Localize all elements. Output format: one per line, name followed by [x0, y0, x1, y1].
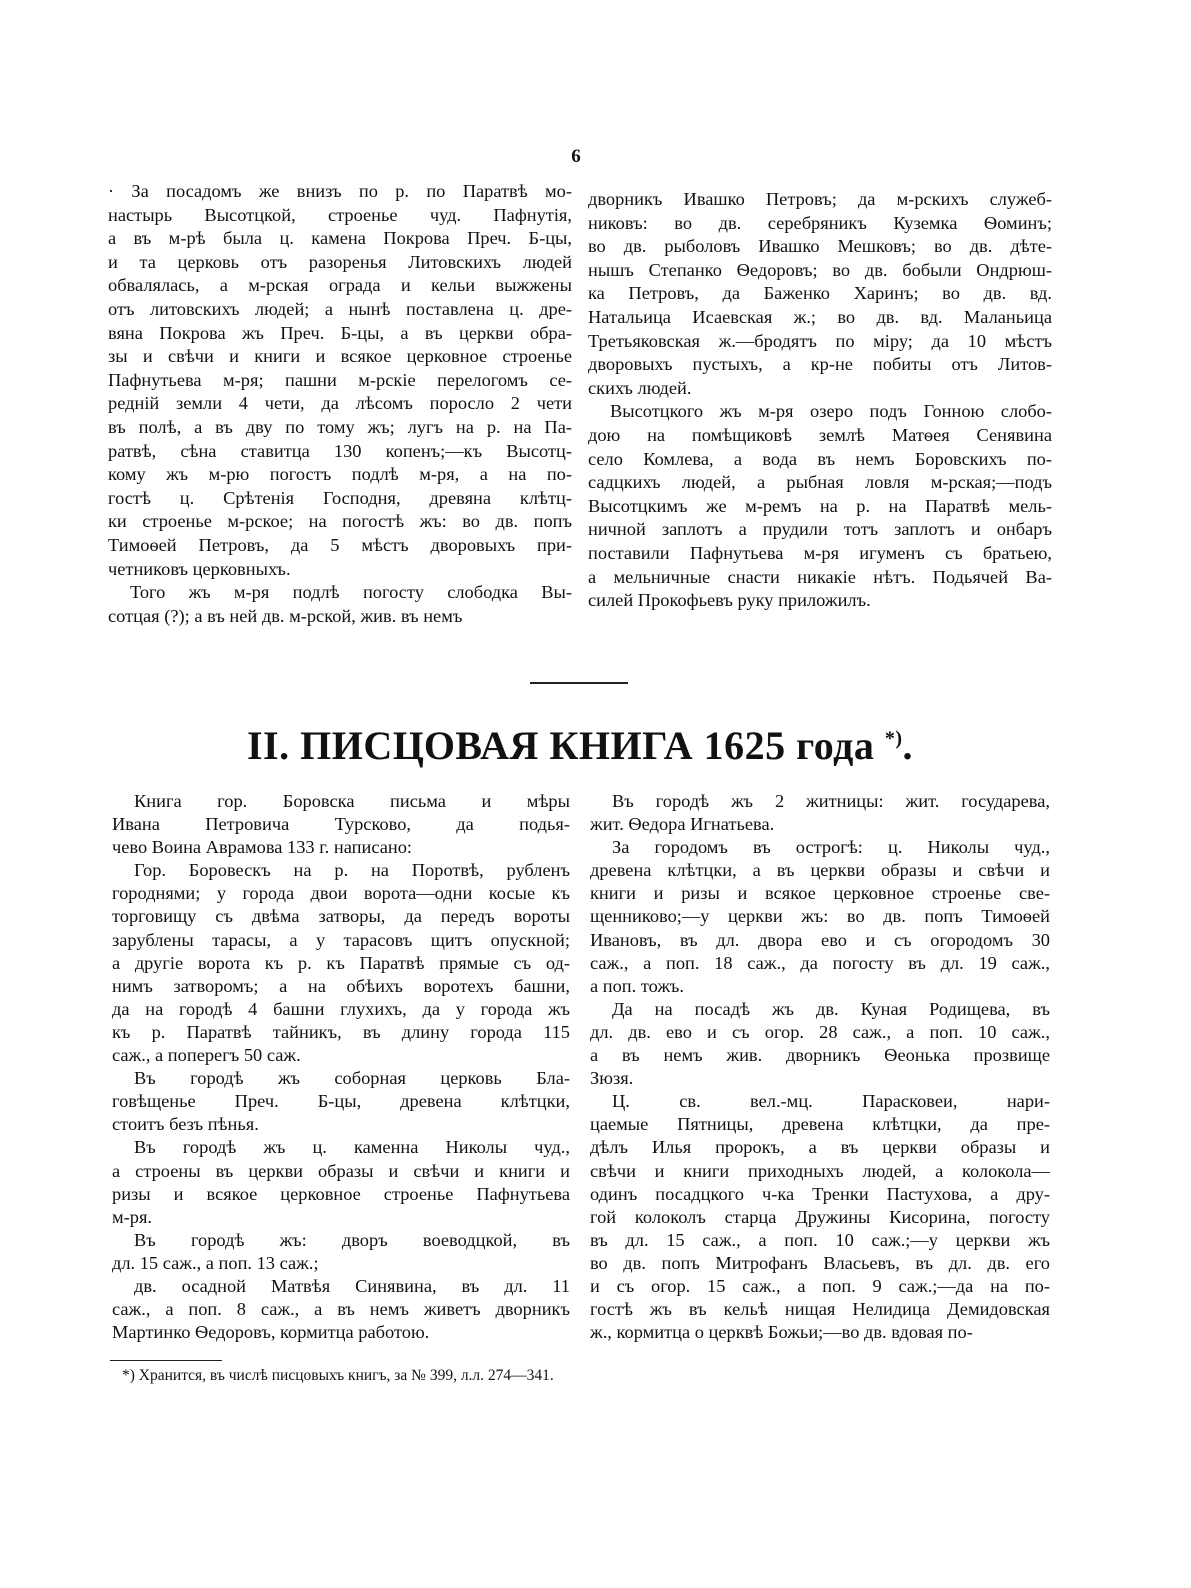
- text-line: четниковъ церковныхъ.: [108, 558, 291, 579]
- text-line: во дв. рыболовъ Ивашко Мешковъ; во дв. дѣте-: [588, 236, 1052, 257]
- text-line: ризы и всякое церковное строенье Пафнутьева: [112, 1183, 570, 1204]
- paragraph: [112, 1136, 570, 1228]
- paragraph: [588, 400, 1052, 612]
- text-line: нимъ затворомъ; а на обѣихъ воротехъ башни,: [112, 975, 570, 996]
- text-line: Тимоѳей Петровъ, да 5 мѣстъ дворовыхъ при-: [108, 534, 572, 555]
- text-line: Ивановъ, въ дл. двора ево и съ огородомъ 30: [590, 929, 1050, 950]
- text-line: силей Прокофьевъ руку приложилъ.: [588, 590, 871, 611]
- text-line: саж., а поп. 18 саж., да погосту въ дл. 19 саж.,: [590, 952, 1050, 973]
- paragraph: [590, 1090, 1050, 1344]
- text-line: а другіе ворота къ р. къ Паратвѣ прямые съ од-: [112, 952, 570, 973]
- text-line: Третьяковская ж.—бродятъ по міру; да 10 мѣстъ: [588, 330, 1052, 351]
- text-line: цаемые Пятницы, древена клѣтцки, да пре-: [590, 1114, 1050, 1135]
- text-line: · За посадомъ же внизъ по р. по Паратвѣ мо-: [108, 181, 572, 201]
- text-line: Въ городѣ жъ соборная церковь Бла-: [134, 1068, 570, 1089]
- text-line: стоитъ безъ пѣнья.: [112, 1114, 259, 1135]
- text-line: Мартинко Ѳедоровъ, кормитца работою.: [112, 1322, 430, 1343]
- text-line: Высотцкого жъ м-ря озеро подъ Гонною слобо-: [610, 401, 1052, 422]
- text-line: настырь Высотцкой, строенье чуд. Пафнутія,: [108, 204, 572, 225]
- text-line: м-ря.: [112, 1206, 153, 1227]
- footnote: *) Хранится, въ числѣ писцовыхъ книгъ, за № 399, л.л. 274—341.: [122, 1367, 554, 1384]
- text-line: ж., кормитца о церквѣ Божьи;—во дв. вдовая по-: [590, 1322, 973, 1343]
- text-line: дл. 15 саж., а поп. 13 саж.;: [112, 1252, 319, 1273]
- section-heading: [160, 722, 1000, 769]
- paragraph: [112, 859, 570, 1067]
- text-line: чево Воина Аврамова 133 г. написано:: [112, 837, 413, 858]
- section-heading-text: II. ПИСЦОВАЯ КНИГА 1625 года: [246, 723, 875, 768]
- text-line: Книга гор. Боровска письма и мѣры: [134, 791, 570, 811]
- text-line: садцкихъ людей, а рыбная ловля м-рская;—подъ: [588, 472, 1052, 493]
- text-line: ратвѣ, сѣна ставитца 130 копенъ;—къ Высотц-: [108, 440, 572, 461]
- text-line: дворовыхъ пустыхъ, а кр-не побиты отъ Литов-: [588, 354, 1052, 375]
- text-line: во дв. попъ Митрофанъ Власьевъ, въ дл. дв. его: [590, 1252, 1050, 1273]
- paragraph: [112, 1067, 570, 1136]
- paragraph: [590, 836, 1050, 998]
- bottom-left-column: [112, 790, 570, 1344]
- text-line: никовъ: во дв. серебряникъ Куземка Ѳоминъ;: [588, 212, 1052, 233]
- text-line: ка Петровъ, да Баженко Харинъ; во дв. вд.: [588, 283, 1052, 304]
- text-line: древена клѣтцки, а въ церкви образы и свѣчи и: [590, 860, 1050, 881]
- bottom-right-column: [590, 790, 1050, 1344]
- text-line: нышъ Степанко Ѳедоровъ; во дв. бобыли Ондрюш-: [588, 259, 1052, 280]
- text-line: Натальица Исаевская ж.; во дв. вд. Маланьица: [588, 306, 1052, 327]
- paragraph: [590, 790, 1050, 836]
- text-line: Пафнутьева м-ря; пашни м-рскіе перелогомъ се-: [108, 369, 572, 390]
- text-line: Ц. св. вел.-мц. Парасковеи, нари-: [612, 1091, 1050, 1112]
- text-line: гостѣ жъ въ кельѣ нищая Нелидица Демидовская: [590, 1299, 1050, 1320]
- text-line: гой колоколъ старца Дружины Кисорина, погосту: [590, 1206, 1050, 1227]
- text-line: а въ немъ жив. дворникъ Ѳеонька прозвище: [590, 1045, 1050, 1066]
- text-line: обвалялась, а м-рская ограда и кельи выжжены: [108, 275, 572, 296]
- page-number: 6: [571, 146, 581, 167]
- text-line: Въ городѣ жъ ц. каменна Николы чуд.,: [134, 1137, 570, 1158]
- top-left-column: [108, 180, 572, 628]
- text-line: саж., а поп. 8 саж., а въ немъ живетъ дворникъ: [112, 1299, 570, 1320]
- text-line: а строены въ церкви образы и свѣчи и книги и: [112, 1160, 570, 1181]
- text-line: поставили Пафнутьева м-ря игуменъ съ братьею,: [588, 542, 1052, 563]
- text-line: зарублены тарасы, а у тарасовъ щитъ опускной;: [112, 929, 570, 950]
- paragraph: [112, 790, 570, 859]
- text-line: отъ литовскихъ людей; а нынѣ поставлена ц. дре-: [108, 298, 572, 319]
- text-line: скихъ людей.: [588, 377, 692, 398]
- text-line: а мельничные снасти никакіе нѣтъ. Подьячей Ва-: [588, 566, 1052, 587]
- text-line: За городомъ въ острогѣ: ц. Николы чуд.,: [612, 837, 1050, 858]
- text-line: сотцая (?); а въ ней дв. м-рской, жив. въ немъ: [108, 605, 463, 626]
- text-line: редній земли 4 чети, да лѣсомъ поросло 2 чети: [108, 393, 572, 414]
- text-line: гостѣ ц. Срѣтенія Господня, древяна клѣтц-: [108, 487, 572, 508]
- text-line: свѣчи и книги приходныхъ людей, а колокола—: [590, 1160, 1050, 1181]
- text-line: и съ огор. 15 саж., а поп. 9 саж.;—да на по-: [590, 1275, 1050, 1296]
- text-line: дл. дв. ево и съ огор. 28 саж., а поп. 10 саж.,: [590, 1021, 1050, 1042]
- text-line: дою на помѣщиковѣ землѣ Матѳея Сенявина: [588, 424, 1052, 445]
- text-line: Высотцкимъ же м-ремъ на р. на Паратвѣ мель-: [588, 495, 1052, 516]
- text-line: дѣлъ Илья пророкъ, а въ церкви образы и: [590, 1137, 1050, 1158]
- text-line: да на городѣ 4 башни глухихъ, да у города жъ: [112, 998, 570, 1019]
- text-line: Въ городѣ жъ: дворъ воеводцкой, въ: [134, 1229, 570, 1250]
- text-line: ки строенье м-рское; на погостѣ жъ: во дв. попъ: [108, 511, 572, 532]
- text-line: городнями; у города двои ворота—одни косые къ: [112, 883, 570, 904]
- text-line: кому жъ м-рю погостъ подлѣ м-ря, а на по-: [108, 464, 572, 485]
- section-divider: [530, 682, 628, 684]
- text-line: ничной заплотъ а прудили тотъ заплотъ и онбаръ: [588, 519, 1052, 540]
- text-line: говѣщенье Преч. Б-цы, древена клѣтцки,: [112, 1091, 570, 1112]
- paragraph: [112, 1275, 570, 1344]
- text-line: дв. осадной Матвѣя Синявина, въ дл. 11: [134, 1275, 570, 1296]
- text-line: а въ м-рѣ была ц. камена Покрова Преч. Б-цы,: [108, 228, 572, 249]
- text-line: дворникъ Ивашко Петровъ; да м-рскихъ служеб-: [588, 189, 1052, 209]
- footnote-rule: [110, 1360, 222, 1361]
- text-line: одинъ посадцкого ч-ка Тренки Пастухова, а дру-: [590, 1183, 1050, 1204]
- text-line: книги и ризы и всякое церковное строенье све-: [590, 883, 1050, 904]
- footnote-marker: *): [884, 727, 903, 750]
- text-line: торговищу съ двѣма затворы, да передъ вороты: [112, 906, 570, 927]
- text-line: Ивана Петровича Турсково, да подья-: [112, 814, 570, 835]
- text-line: въ дл. 15 саж., а поп. 10 саж.;—у церкви жъ: [590, 1229, 1050, 1250]
- text-line: Да на посадѣ жъ дв. Куная Родищева, въ: [612, 998, 1050, 1019]
- paragraph: [108, 180, 572, 581]
- text-line: а поп. тожъ.: [590, 975, 684, 996]
- text-line: вяна Покрова жъ Преч. Б-цы, а въ церкви обра-: [108, 322, 572, 343]
- text-line: Въ городѣ жъ 2 житницы: жит. государева,: [612, 791, 1050, 811]
- text-line: жит. Ѳедора Игнатьева.: [590, 814, 775, 835]
- text-line: щенниково;—у церкви жъ: во дв. попъ Тимоѳей: [590, 906, 1050, 927]
- text-line: и та церковь отъ разоренья Литовскихъ людей: [108, 251, 572, 272]
- text-line: саж., а поперегъ 50 саж.: [112, 1045, 301, 1066]
- text-line: Зюзя.: [590, 1068, 634, 1089]
- text-line: зы и свѣчи и книги и всякое церковное строенье: [108, 346, 572, 367]
- text-line: къ р. Паратвѣ тайникъ, въ длину города 115: [112, 1021, 570, 1042]
- paragraph: [588, 188, 1052, 400]
- paragraph: [112, 1229, 570, 1275]
- top-right-column: [588, 188, 1052, 613]
- text-line: село Комлева, а вода въ немъ Боровскихъ по-: [588, 448, 1052, 469]
- text-line: въ полѣ, а въ дву по тому жъ; лугъ на р. на Па-: [108, 416, 572, 437]
- section-heading-end: .: [902, 723, 913, 768]
- paragraph: [590, 998, 1050, 1090]
- text-line: Гор. Боровескъ на р. на Поротвѣ, рубленъ: [134, 860, 570, 881]
- paragraph: [108, 581, 572, 628]
- text-line: Того жъ м-ря подлѣ погосту слободка Вы-: [130, 582, 572, 603]
